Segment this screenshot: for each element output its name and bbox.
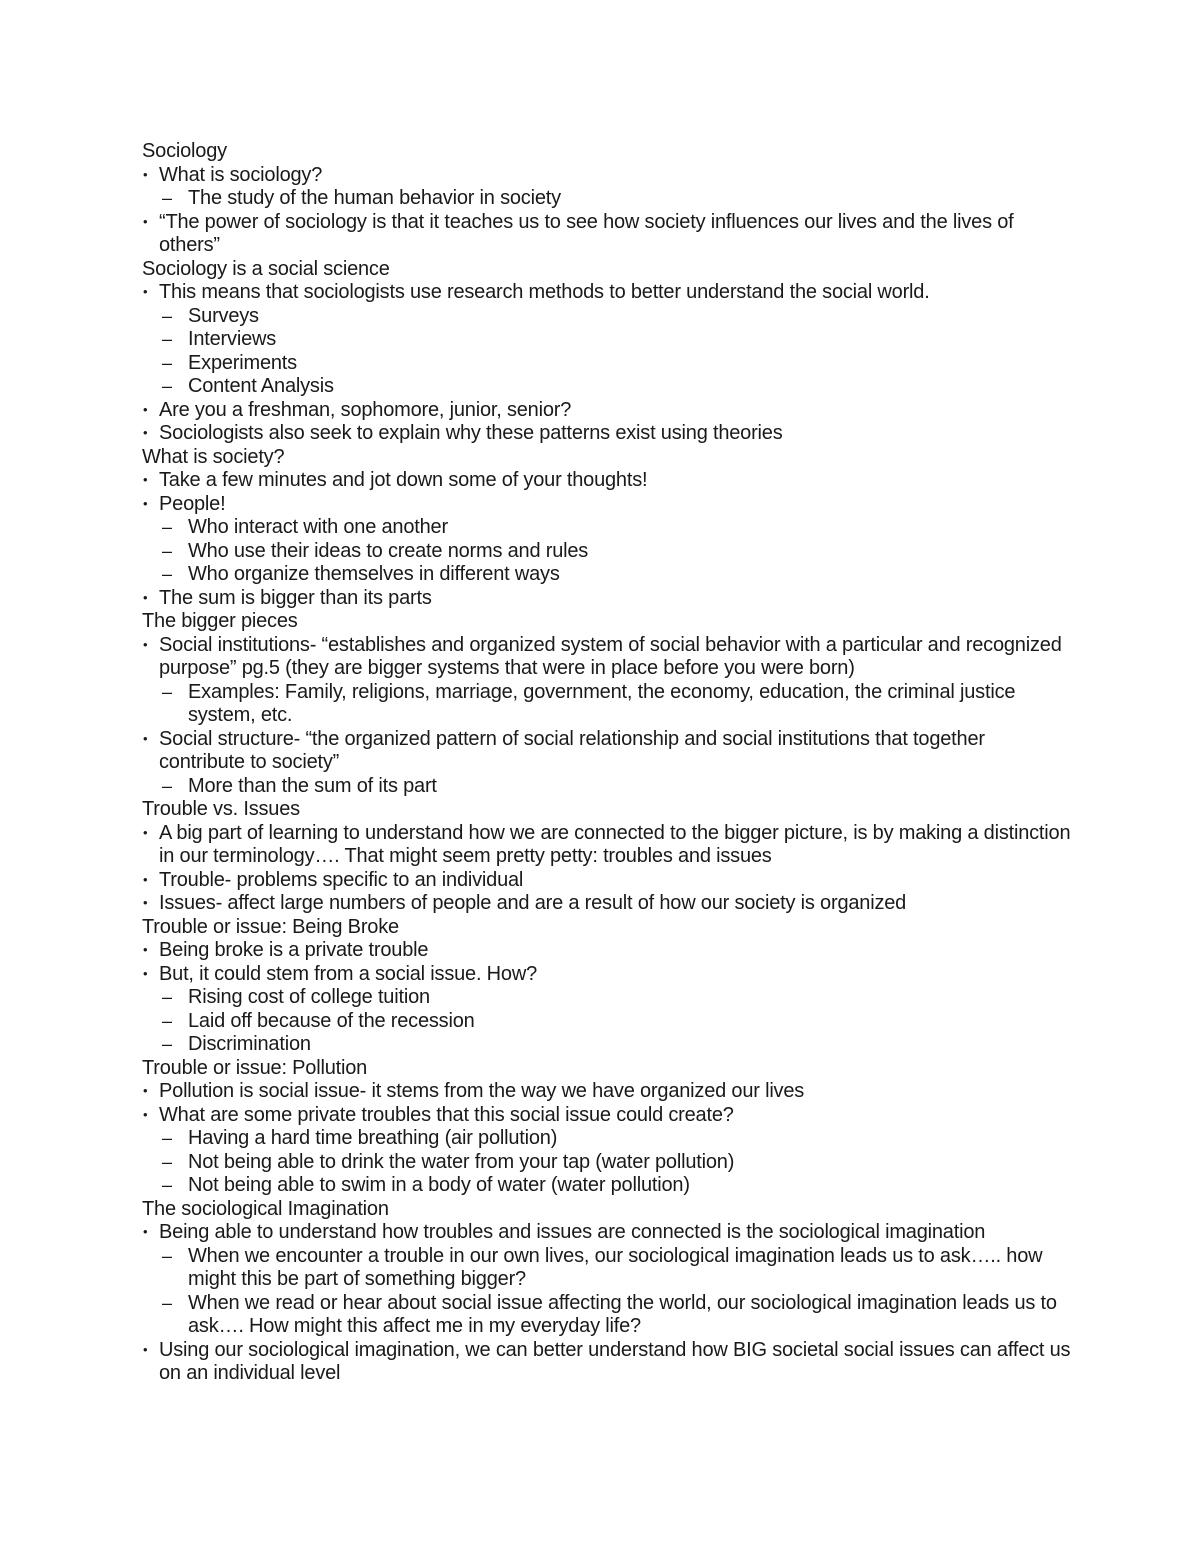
heading: Sociology is a social science bbox=[142, 257, 390, 280]
heading: Sociology bbox=[142, 140, 227, 162]
bullet-item: • But, it could stem from a social issue. How? bbox=[142, 963, 1072, 987]
bullet-item: • The sum is bigger than its parts bbox=[142, 587, 1072, 611]
sub-item: – Not being able to swim in a body of water (water pollution) bbox=[142, 1174, 1072, 1198]
bullet-item: • Trouble- problems specific to an individual bbox=[142, 869, 1072, 893]
sub-item: – Discrimination bbox=[142, 1033, 1072, 1057]
bullet-item: • This means that sociologists use research methods to better understand the social world. bbox=[142, 281, 1072, 305]
sub-item: – Content Analysis bbox=[142, 375, 1072, 399]
sub-item: – When we read or hear about social issue affecting the world, our sociological imagination leads us to ask…. How might this affect me in my everyday life? bbox=[142, 1292, 1072, 1339]
sub-item: – Not being able to drink the water from your tap (water pollution) bbox=[142, 1151, 1072, 1175]
bullet-item: • Issues- affect large numbers of people and are a result of how our society is organized bbox=[142, 892, 1072, 916]
sub-item: – When we encounter a trouble in our own lives, our sociological imagination leads us to ask….. how might this be part of something bigger? bbox=[142, 1245, 1072, 1292]
bullet-item: • Sociologists also seek to explain why these patterns exist using theories bbox=[142, 422, 1072, 446]
bullet-item: • Social institutions- “establishes and organized system of social behavior with a particular and recognized purpose” pg.5 (they are bigger systems that were in place before you were born) bbox=[142, 634, 1072, 681]
heading: Trouble vs. Issues bbox=[142, 798, 300, 820]
sub-item: – Laid off because of the recession bbox=[142, 1010, 1072, 1034]
bullet-item: • Being able to understand how troubles and issues are connected is the sociological imagination bbox=[142, 1221, 1072, 1245]
bullet-item: • A big part of learning to understand how we are connected to the bigger picture, is by making a distinction in our terminology…. That might seem pretty petty: troubles and issues bbox=[142, 822, 1072, 869]
bullet-item: • Take a few minutes and jot down some of your thoughts! bbox=[142, 469, 1072, 493]
sub-item: – Surveys bbox=[142, 305, 1072, 329]
sub-item: – Experiments bbox=[142, 352, 1072, 376]
bullet-item: • Being broke is a private trouble bbox=[142, 939, 1072, 963]
sub-item: – Examples: Family, religions, marriage, government, the economy, education, the criminal justice system, etc. bbox=[142, 681, 1072, 728]
heading: The sociological Imagination bbox=[142, 1197, 389, 1220]
sub-item: – More than the sum of its part bbox=[142, 775, 1072, 799]
heading: Trouble or issue: Being Broke bbox=[142, 915, 399, 938]
sub-item: – Interviews bbox=[142, 328, 1072, 352]
sub-item: – Having a hard time breathing (air pollution) bbox=[142, 1127, 1072, 1151]
bullet-item: • What are some private troubles that this social issue could create? bbox=[142, 1104, 1072, 1128]
bullet-item: • What is sociology? bbox=[142, 164, 1072, 188]
bullet-item: • Using our sociological imagination, we can better understand how BIG societal social issues can affect us on an individual level bbox=[142, 1339, 1072, 1386]
bullet-item: • People! bbox=[142, 493, 1072, 517]
sub-item: – Rising cost of college tuition bbox=[142, 986, 1072, 1010]
sub-item: – Who interact with one another bbox=[142, 516, 1072, 540]
bullet-item: • Pollution is social issue- it stems from the way we have organized our lives bbox=[142, 1080, 1072, 1104]
document-page bbox=[142, 140, 1072, 1386]
bullet-item: • “The power of sociology is that it teaches us to see how society influences our lives and the lives of others” bbox=[142, 211, 1072, 258]
bullet-item: • Are you a freshman, sophomore, junior, senior? bbox=[142, 399, 1072, 423]
sub-item: – Who use their ideas to create norms and rules bbox=[142, 540, 1072, 564]
heading: Trouble or issue: Pollution bbox=[142, 1056, 368, 1079]
sub-item: – The study of the human behavior in society bbox=[142, 187, 1072, 211]
heading: The bigger pieces bbox=[142, 610, 298, 632]
sub-item: – Who organize themselves in different ways bbox=[142, 563, 1072, 587]
bullet-item: • Social structure- “the organized pattern of social relationship and social institutions that together contribute to society” bbox=[142, 728, 1072, 775]
heading: What is society? bbox=[142, 445, 285, 468]
